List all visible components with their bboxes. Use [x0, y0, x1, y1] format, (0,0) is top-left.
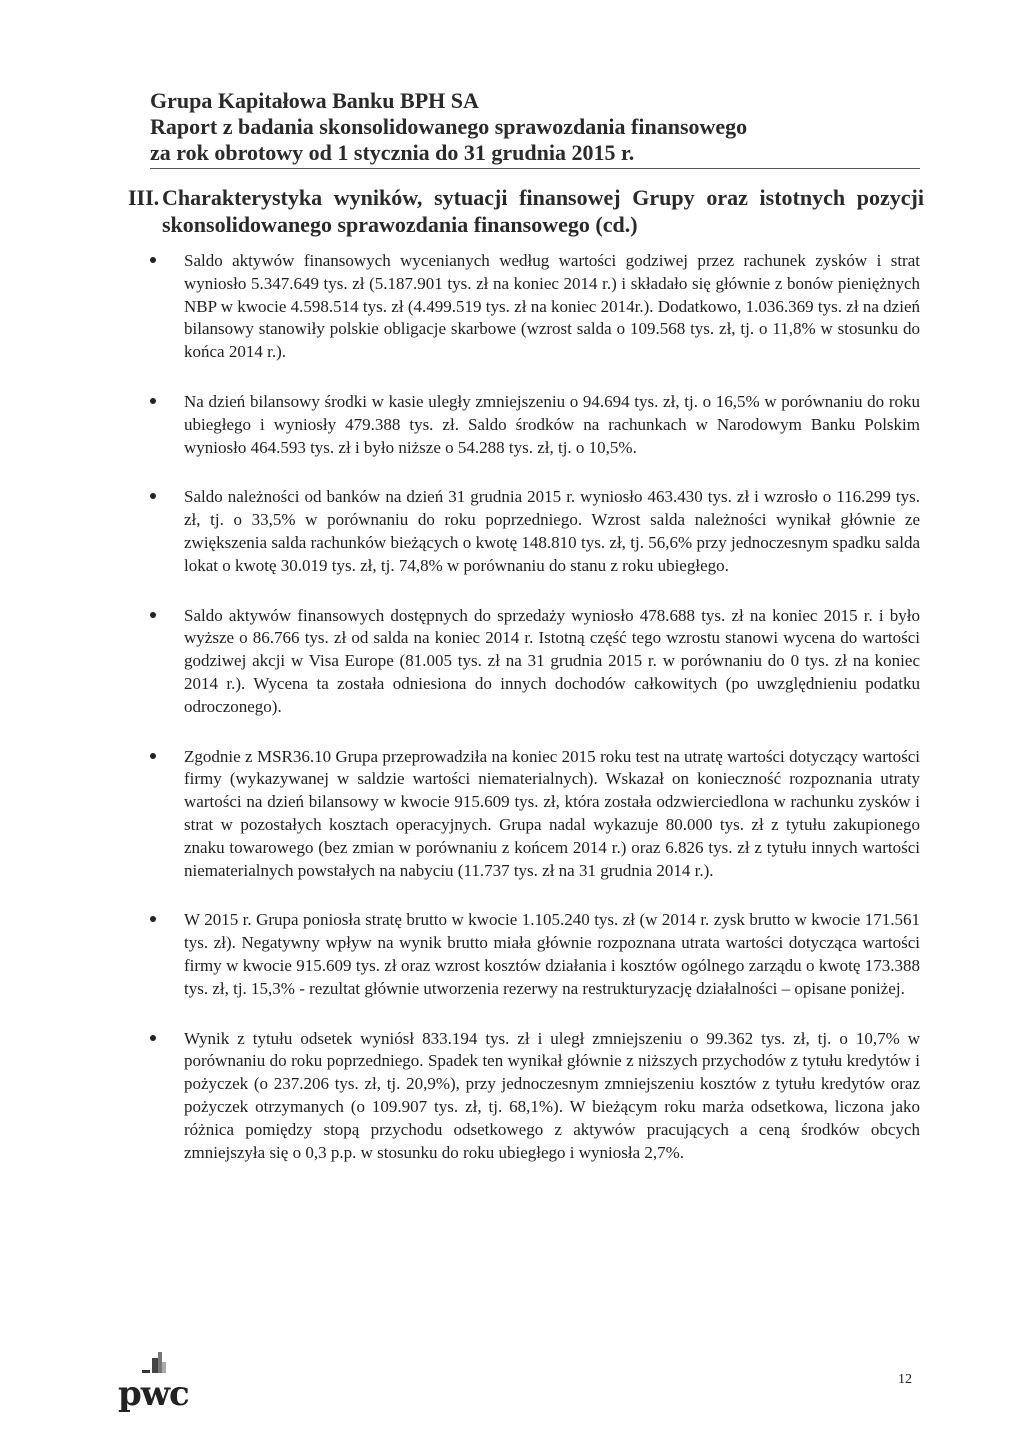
bullet-text: Wynik z tytułu odsetek wyniósł 833.194 tys. zł i uległ zmniejszeniu o 99.362 tys. zł, tj. o 10,7% w porównaniu do roku poprzedniego. Spadek ten wynikał głównie z niższych przychodów z tytułu kredytów i pożyczek (o 237.206 tys. zł, tj. 20,9%), przy jednoczesnym zmniejszeniu kosztów z tytułu kredytów oraz pożyczek otrzymanych (o 109.907 tys. zł, tj. 68,1%). W bieżącym roku marża odsetkowa, liczona jako różnica pomiędzy stopą przychodu odsetkowego z aktywów pracujących a ceną środków obcych zmniejszyła się o 0,3 p.p. w stosunku do roku ubiegłego i wyniosła 2,7%.	[184, 1028, 920, 1162]
list-item	[148, 605, 920, 719]
bullet-icon	[150, 1035, 156, 1041]
list-item	[148, 746, 920, 883]
list-item	[148, 909, 920, 1000]
bullet-text: Zgodnie z MSR36.10 Grupa przeprowadziła na koniec 2015 roku test na utratę wartości dotyczący wartości firmy (wykazywanej w saldzie wartości niematerialnych). Wskazał on konieczność rozpoznania utraty wartości na dzień bilansowy w kwocie 915.609 tys. zł, która została odzwierciedlona w rachunku zysków i strat w pozostałych kosztach operacyjnych. Grupa nadal wykazuje 80.000 tys. zł z tytułu zakupionego znaku towarowego (bez zmian w porównaniu z końcem 2014 r.) oraz 6.826 tys. zł z tytułu innych wartości niematerialnych powstałych na nabyciu (11.737 tys. zł na 31 grudnia 2014 r.).	[184, 746, 920, 880]
bullet-text: Saldo aktywów finansowych dostępnych do sprzedaży wyniosło 478.688 tys. zł na koniec 2015 r. i było wyższe o 86.766 tys. zł od salda na koniec 2014 r. Istotną część tego wzrostu stanowi wycena do wartości godziwej akcji w Visa Europe (81.005 tys. zł na 31 grudnia 2015 r. w porównaniu do 0 tys. zł na koniec 2014 r.). Wycena ta została odniesiona do innych dochodów całkowitych (po uwzględnieniu podatku odroczonego).	[184, 605, 920, 716]
list-item	[148, 486, 920, 577]
header-report-title: Raport z badania skonsolidowanego sprawozdania finansowego	[150, 114, 748, 139]
bullet-list	[148, 250, 920, 1191]
bullet-icon	[150, 753, 156, 759]
bullet-text: Saldo należności od banków na dzień 31 grudnia 2015 r. wyniosło 463.430 tys. zł i wzrosło o 116.299 tys. zł, tj. o 33,5% w porównaniu do roku poprzedniego. Wzrost salda należności wynikał głównie ze zwiększenia salda rachunków bieżących o kwotę 148.810 tys. zł, tj. 56,6% przy jednoczesnym spadku salda lokat o kwotę 30.019 tys. zł, tj. 74,8% w porównaniu do stanu z roku ubiegłego.	[184, 487, 920, 575]
header-period: za rok obrotowy od 1 stycznia do 31 grudnia 2015 r.	[150, 140, 920, 169]
report-header	[150, 88, 920, 169]
bullet-icon	[150, 398, 156, 404]
page-number: 12	[898, 1372, 912, 1387]
list-item	[148, 391, 920, 459]
bullet-icon	[150, 493, 156, 499]
list-item	[148, 1028, 920, 1165]
bullet-icon	[150, 916, 156, 922]
section-number: III.	[128, 185, 160, 210]
bullet-text: Saldo aktywów finansowych wycenianych według wartości godziwej przez rachunek zysków i strat wyniosło 5.347.649 tys. zł (5.187.901 tys. zł na koniec 2014 r.) i składało się głównie z bonów pieniężnych NBP w kwocie 4.598.514 tys. zł (4.499.519 tys. zł na koniec 2014r.). Dodatkowo, 1.036.369 tys. zł na dzień bilansowy stanowiły polskie obligacje skarbowe (wzrost salda o 109.568 tys. zł, tj. o 11,8% w stosunku do końca 2014 r.).	[184, 251, 920, 362]
pwc-logo	[118, 1352, 198, 1412]
bullet-icon	[150, 612, 156, 618]
header-company: Grupa Kapitałowa Banku BPH SA	[150, 88, 479, 113]
bullet-text: Na dzień bilansowy środki w kasie uległy zmniejszeniu o 94.694 tys. zł, tj. o 16,5% w porównaniu do roku ubiegłego i wyniosły 479.388 tys. zł. Saldo środków na rachunkach w Narodowym Banku Polskim wyniosło 464.593 tys. zł i było niższe o 54.288 tys. zł, tj. o 10,5%.	[184, 391, 920, 457]
bullet-icon	[150, 257, 156, 263]
section-title: Charakterystyka wyników, sytuacji finansowej Grupy oraz istotnych pozycji skonsolidowanego sprawozdania finansowego (cd.)	[162, 185, 924, 237]
pwc-logo-mark-icon	[142, 1352, 170, 1376]
section-heading	[128, 184, 924, 238]
pwc-logo-text: pwc	[118, 1374, 189, 1414]
list-item	[148, 250, 920, 364]
bullet-text: W 2015 r. Grupa poniosła stratę brutto w kwocie 1.105.240 tys. zł (w 2014 r. zysk brutto w kwocie 171.561 tys. zł). Negatywny wpływ na wynik brutto miała głównie rozpoznana utrata wartości dotycząca wartości firmy w kwocie 915.609 tys. zł oraz wzrost kosztów działania i kosztów ogólnego zarządu o kwotę 173.388 tys. zł, tj. 15,3% - rezultat głównie utworzenia rezerwy na restrukturyzację działalności – opisane poniżej.	[184, 910, 920, 998]
